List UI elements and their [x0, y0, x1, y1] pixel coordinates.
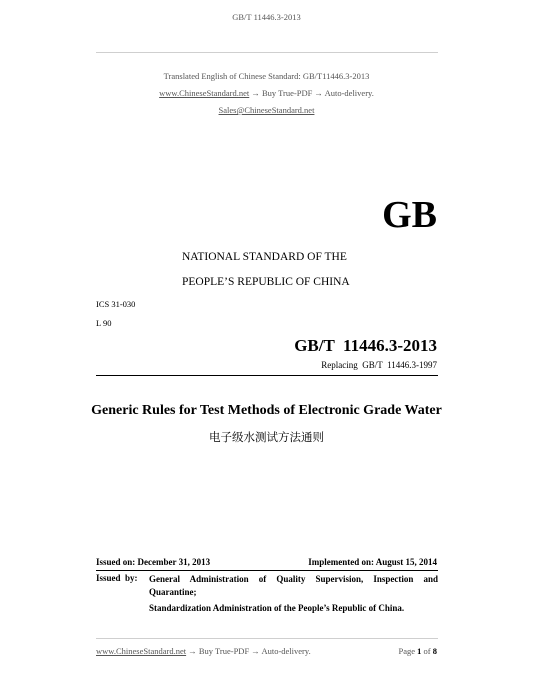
- issued-by-org-2: Standardization Administration of the People’s Republic of China.: [149, 603, 405, 613]
- gb-logo: GB: [382, 194, 437, 236]
- standard-number: GB/T 11446.3-2013: [294, 336, 437, 355]
- replacing-note: Replacing GB/T 11446.3-1997: [321, 360, 437, 370]
- ccs-code: L 90: [96, 318, 112, 328]
- purchase-text: → Buy True-PDF → Auto-delivery.: [249, 88, 374, 98]
- purchase-line: [0, 88, 533, 98]
- ics-code: ICS 31-030: [96, 299, 136, 309]
- page-number: 1: [417, 646, 422, 656]
- issued-by-org-1: General Administration of Quality Supervision, Inspection and Quarantine;: [149, 574, 441, 597]
- page-total: 8: [432, 646, 437, 656]
- page-label: Page: [398, 646, 416, 656]
- email-link[interactable]: Sales@ChineseStandard.net: [218, 105, 315, 115]
- of-label: of: [423, 646, 431, 656]
- email-line: [0, 105, 533, 115]
- page-indicator: [399, 646, 438, 656]
- issued-on: Issued on: December 31, 2013: [96, 557, 211, 567]
- national-standard-line1: NATIONAL STANDARD OF THE: [182, 251, 347, 263]
- translation-note: Translated English of Chinese Standard: GB/T11446.3-2013: [163, 71, 370, 81]
- issued-by-label: Issued by:: [96, 573, 138, 583]
- header-divider: [96, 52, 438, 53]
- running-header: GB/T 11446.3-2013: [232, 12, 301, 22]
- title-divider: [96, 375, 438, 376]
- footer-site-link[interactable]: www.ChineseStandard.net: [96, 646, 187, 656]
- site-link[interactable]: www.ChineseStandard.net: [159, 88, 250, 98]
- national-standard-line2: PEOPLE’S REPUBLIC OF CHINA: [182, 276, 350, 288]
- footer-divider: [96, 638, 438, 639]
- footer-purchase-text: → Buy True-PDF → Auto-delivery.: [186, 646, 311, 656]
- title-english: Generic Rules for Test Methods of Electronic Grade Water: [91, 403, 442, 418]
- footer-purchase-line: [96, 646, 311, 656]
- issue-divider: [96, 570, 438, 571]
- implemented-on: Implemented on: August 15, 2014: [308, 557, 437, 567]
- title-chinese: 电子级水测试方法通则: [209, 430, 324, 444]
